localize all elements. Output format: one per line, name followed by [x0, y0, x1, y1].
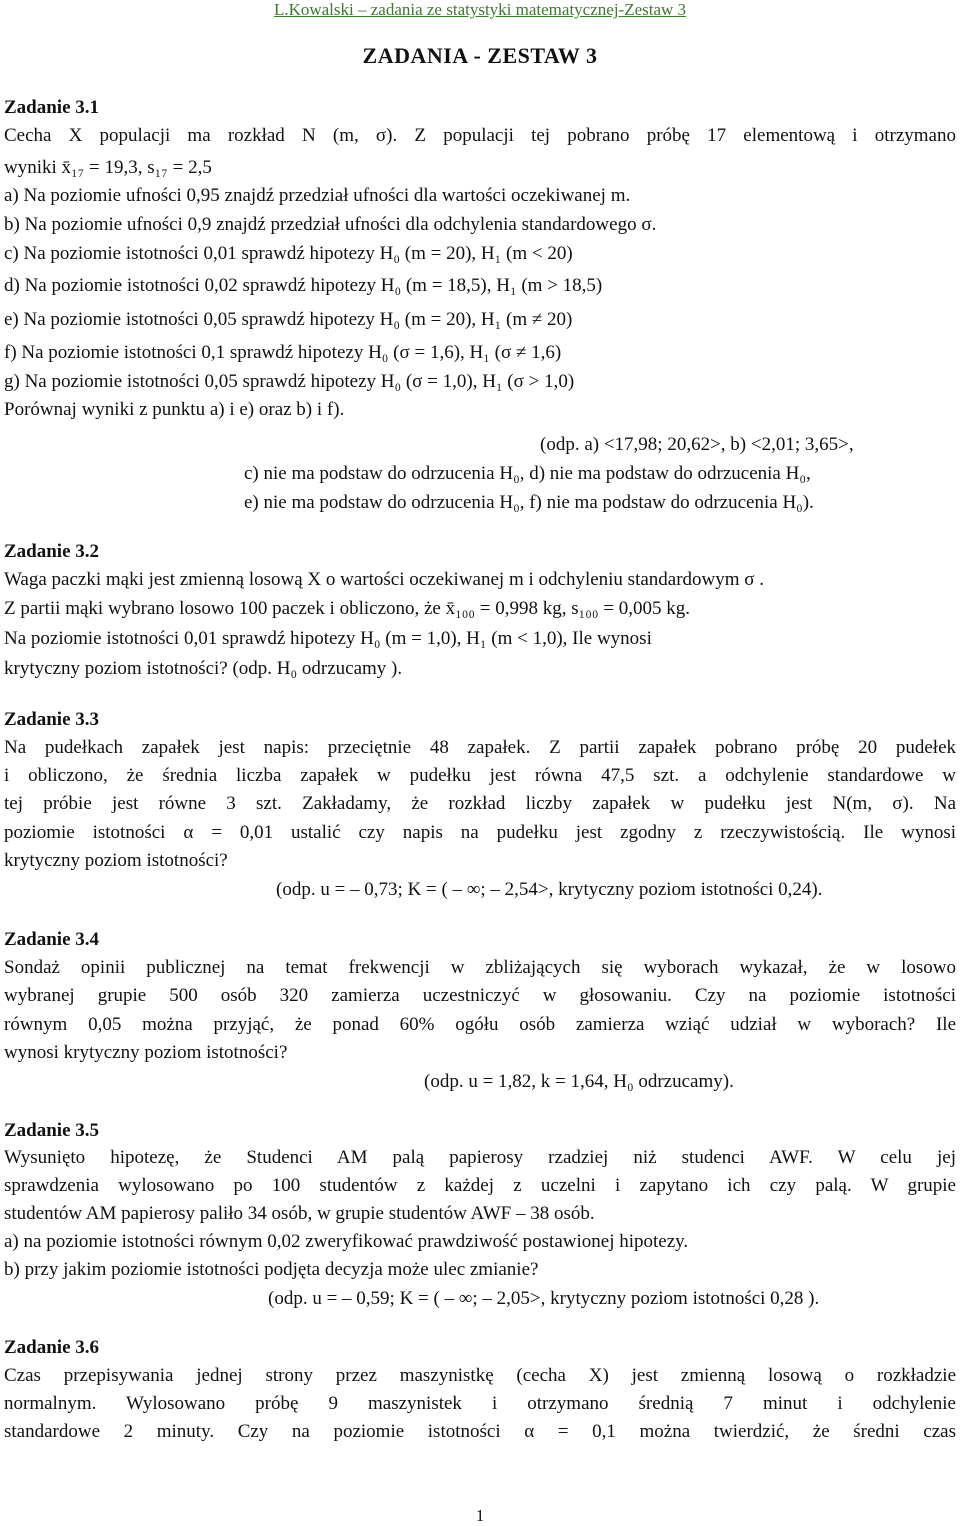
- task-text-line: Na pudełkach zapałek jest napis: przeciętnie 48 zapałek. Z partii zapałek pobrano próbę 20 pudełek: [4, 737, 956, 758]
- answer-line: c) nie ma podstaw do odrzucenia H₀, d) nie ma podstaw do odrzucenia H₀,: [244, 463, 811, 484]
- task-text-line: Cecha X populacji ma rozkład N (m, σ). Z populacji tej pobrano próbę 17 elementową i otrzymano: [4, 125, 956, 146]
- task-text-line: wynosi krytyczny poziom istotności?: [4, 1042, 288, 1063]
- task-text-line: a) Na poziomie ufności 0,95 znajdź przedział ufności dla wartości oczekiwanej m.: [4, 185, 631, 206]
- task-text-line: Czas przepisywania jednej strony przez maszynistkę (cecha X) jest zmienną losową o rozkładzie: [4, 1365, 956, 1386]
- document-title: ZADANIA - ZESTAW 3: [362, 43, 598, 68]
- task-text-line: g) Na poziomie istotności 0,05 sprawdź hipotezy H₀ (σ = 1,0), H₁ (σ > 1,0): [4, 371, 575, 392]
- task-text-line: Wysunięto hipotezę, że Studenci AM palą papierosy rzadziej niż studenci AWF. W celu jej: [4, 1147, 956, 1168]
- task-text-line: wybranej grupie 500 osób 320 zamierza uczestniczyć w głosowaniu. Czy na poziomie istotności: [4, 985, 956, 1006]
- answer-line: (odp. a) <17,98; 20,62>, b) <2,01; 3,65>,: [540, 434, 854, 455]
- task-text-line: d) Na poziomie istotności 0,02 sprawdź hipotezy H₀ (m = 18,5), H₁ (m > 18,5): [4, 275, 603, 296]
- task-text-line: a) na poziomie istotności równym 0,02 zweryfikować prawdziwość postawionej hipotezy.: [4, 1231, 689, 1252]
- task-text-line: poziomie istotności α = 0,01 ustalić czy napis na pudełku jest zgodny z rzeczywistością. Ile wynosi: [4, 822, 956, 843]
- answer-line: e) nie ma podstaw do odrzucenia H₀, f) nie ma podstaw do odrzucenia H₀).: [244, 492, 814, 513]
- task-text-line: sprawdzenia wylosowano po 100 studentów z każdej z uczelni i zapytano ich czy palą. W grupie: [4, 1175, 956, 1196]
- task-text-line: krytyczny poziom istotności?: [4, 850, 228, 871]
- task-text-line: i obliczono, że średnia liczba zapałek w pudełku jest równa 47,5 szt. a odchylenie standardowe w: [4, 765, 956, 786]
- task-text-line: Z partii mąki wybrano losowo 100 paczek i obliczono, że x̄₁₀₀ = 0,998 kg, s₁₀₀ = 0,005 kg.: [4, 598, 690, 619]
- task-text-line: tej próbie jest równe 3 szt. Zakładamy, że rozkład liczby zapałek w pudełku jest N(m, σ). Na: [4, 793, 956, 814]
- task-heading: Zadanie 3.6: [4, 1337, 100, 1358]
- running-header[interactable]: L.Kowalski – zadania ze statystyki matematycznej-Zestaw 3: [273, 0, 687, 19]
- task-text-line: Na poziomie istotności 0,01 sprawdź hipotezy H₀ (m = 1,0), H₁ (m < 1,0), Ile wynosi: [4, 628, 652, 649]
- task-text-line: równym 0,05 można przyjąć, że ponad 60% ogółu osób zamierza wziąć udział w wyborach? Ile: [4, 1014, 956, 1035]
- task-text-line: normalnym. Wylosowano próbę 9 maszynistek i otrzymano średnią 7 minut i odchylenie: [4, 1393, 956, 1414]
- answer-line: (odp. u = – 0,73; K = ( – ∞; – 2,54>, krytyczny poziom istotności 0,24).: [276, 879, 823, 900]
- task-text-line: Waga paczki mąki jest zmienną losową X o wartości oczekiwanej m i odchyleniu standardowym σ .: [4, 569, 765, 590]
- task-heading: Zadanie 3.1: [4, 97, 100, 118]
- task-text-line: c) Na poziomie istotności 0,01 sprawdź hipotezy H₀ (m = 20), H₁ (m < 20): [4, 243, 573, 264]
- task-heading: Zadanie 3.4: [4, 929, 100, 950]
- task-heading: Zadanie 3.5: [4, 1120, 100, 1141]
- task-text-line: standardowe 2 minuty. Czy na poziomie istotności α = 0,1 można twierdzić, że średni czas: [4, 1421, 956, 1442]
- task-text-line: Porównaj wyniki z punktu a) i e) oraz b) i f).: [4, 399, 345, 420]
- task-heading: Zadanie 3.2: [4, 541, 100, 562]
- task-text-line: Sondaż opinii publicznej na temat frekwencji w zbliżających się wyborach wykazał, że w losowo: [4, 957, 956, 978]
- task-text-line: studentów AM papierosy paliło 34 osób, w grupie studentów AWF – 38 osób.: [4, 1203, 595, 1224]
- task-text-line: wyniki x̄₁₇ = 19,3, s₁₇ = 2,5: [4, 157, 212, 178]
- answer-line: (odp. u = 1,82, k = 1,64, H₀ odrzucamy).: [424, 1071, 734, 1092]
- answer-line: (odp. u = – 0,59; K = ( – ∞; – 2,05>, krytyczny poziom istotności 0,28 ).: [268, 1288, 820, 1309]
- page-number: 1: [475, 1506, 485, 1525]
- task-heading: Zadanie 3.3: [4, 709, 100, 730]
- task-text-line: b) Na poziomie ufności 0,9 znajdź przedział ufności dla odchylenia standardowego σ.: [4, 214, 657, 235]
- task-text-line: b) przy jakim poziomie istotności podjęta decyzja może ulec zmianie?: [4, 1259, 539, 1280]
- task-text-line: f) Na poziomie istotności 0,1 sprawdź hipotezy H₀ (σ = 1,6), H₁ (σ ≠ 1,6): [4, 342, 562, 363]
- task-text-line: e) Na poziomie istotności 0,05 sprawdź hipotezy H₀ (m = 20), H₁ (m ≠ 20): [4, 309, 573, 330]
- task-text-line: krytyczny poziom istotności? (odp. H₀ odrzucamy ).: [4, 658, 403, 679]
